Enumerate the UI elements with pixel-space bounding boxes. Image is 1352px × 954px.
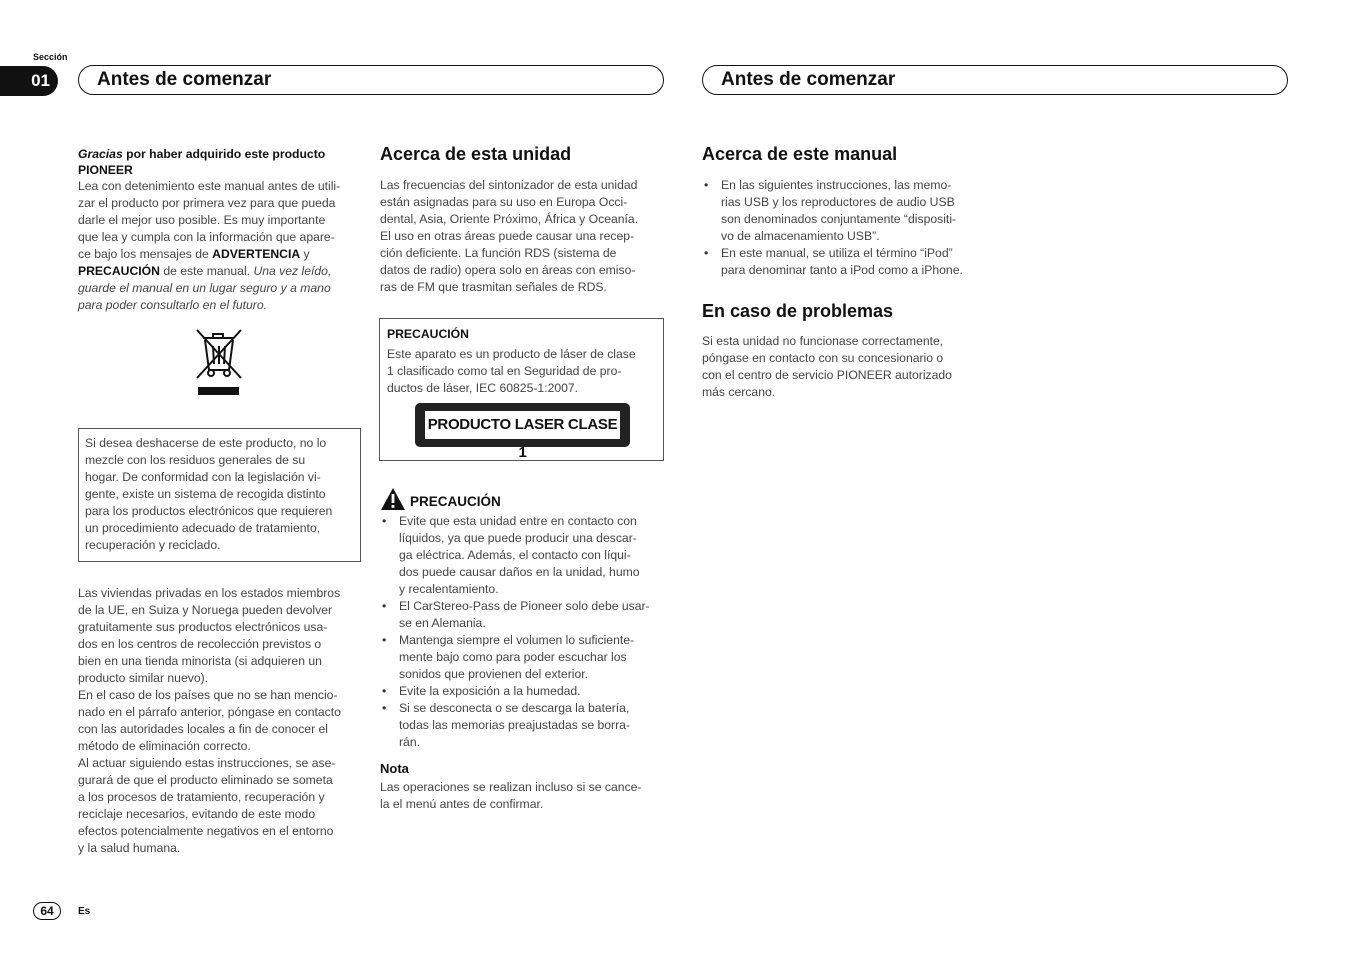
disposal-line: gente, existe un sistema de recogida distinto xyxy=(85,487,326,501)
nota-line: la el menú antes de confirmar. xyxy=(380,797,544,811)
intro-text: y xyxy=(300,247,310,261)
problems-section xyxy=(702,301,1002,401)
eu-line: nado en el párrafo anterior, póngase en contacto xyxy=(78,705,341,719)
laser-class-label-text: PRODUCTO LASER CLASE 1 xyxy=(425,411,620,439)
intro-line xyxy=(78,263,363,280)
manual-line: para denominar tanto a iPod como a iPhone. xyxy=(721,263,963,277)
problems-title: En caso de problemas xyxy=(702,301,894,321)
eu-line: de la UE, en Suiza y Noruega pueden devolver xyxy=(78,603,333,617)
eu-line: dos en los centros de recolección previstos o xyxy=(78,637,322,651)
nota-title: Nota xyxy=(380,761,409,776)
eu-line: producto similar nuevo). xyxy=(78,671,209,685)
unit-section xyxy=(380,144,670,296)
caution-line: • Si se desconecta o se descarga la batería, xyxy=(399,701,630,715)
manual-list xyxy=(702,177,1002,279)
laser-caution-title: PRECAUCIÓN xyxy=(387,327,469,341)
advertencia-word: ADVERTENCIA xyxy=(212,247,301,261)
caution-line: • Mantenga siempre el volumen lo suficiente- xyxy=(399,633,635,647)
caution-line: rán. xyxy=(399,735,421,749)
intro-line: que lea y cumpla con la información que apare- xyxy=(78,230,335,244)
intro-text: de este manual. xyxy=(159,264,254,278)
caution-list xyxy=(380,513,670,751)
header-right xyxy=(702,65,1288,95)
language-code: Es xyxy=(78,906,91,917)
eu-disposal-text xyxy=(78,585,368,857)
unit-line: Las frecuencias del sintonizador de esta unidad xyxy=(380,178,638,192)
intro-title xyxy=(78,146,363,162)
disposal-line: mezcle con los residuos generales de su xyxy=(85,453,306,467)
intro-line: zar el producto por primera vez para que pueda xyxy=(78,196,336,210)
section-number: 01 xyxy=(0,66,58,96)
intro-section xyxy=(78,146,363,314)
manual-line: • En las siguientes instrucciones, las memo- xyxy=(721,178,952,192)
intro-line xyxy=(78,246,363,263)
manual-line: vo de almacenamiento USB”. xyxy=(721,229,880,243)
crossed-out-wheelie-bin-icon xyxy=(193,326,245,396)
intro-text: ce bajo los mensajes de xyxy=(78,247,213,261)
caution-line: líquidos, ya que puede producir una descar- xyxy=(399,531,637,545)
caution-line: ga eléctrica. Además, el contacto con líqui- xyxy=(399,548,631,562)
caution-item xyxy=(380,513,670,598)
manual-line: • En este manual, se utiliza el término “iPod” xyxy=(721,246,953,260)
intro-title-italic: Gracias xyxy=(78,147,123,161)
manual-section xyxy=(702,144,1002,279)
eu-line: método de eliminación correcto. xyxy=(78,739,251,753)
caution-line: se en Alemania. xyxy=(399,616,486,630)
precaucion-word: PRECAUCIÓN xyxy=(78,264,160,278)
disposal-info-box xyxy=(78,428,361,562)
intro-line: Lea con detenimiento este manual antes de utili- xyxy=(78,179,341,193)
caution-item xyxy=(380,700,670,751)
caution-line: • El CarStereo-Pass de Pioneer solo debe usar- xyxy=(399,599,650,613)
eu-line: a los procesos de tratamiento, recuperación y xyxy=(78,790,325,804)
problems-line: póngase en contacto con su concesionario o xyxy=(702,351,944,365)
unit-line: ción deficiente. La función RDS (sistema de xyxy=(380,246,617,260)
disposal-line: Si desea deshacerse de este producto, no lo xyxy=(85,436,327,450)
disposal-line: para los productos electrónicos que requieren xyxy=(85,504,333,518)
disposal-line: un procedimiento adecuado de tratamiento, xyxy=(85,521,321,535)
caution-line: y recalentamiento. xyxy=(399,582,499,596)
caution-item xyxy=(380,598,670,632)
caution-item xyxy=(380,632,670,683)
eu-line: bien en una tienda minorista (si adquieren un xyxy=(78,654,322,668)
intro-line: darle el mejor uso posible. Es muy importante xyxy=(78,213,326,227)
caution-title: PRECAUCIÓN xyxy=(410,494,501,509)
page-number: 64 xyxy=(33,902,61,920)
unit-line: están asignadas para su uso en Europa Occi- xyxy=(380,195,628,209)
problems-line: más cercano. xyxy=(702,385,776,399)
caution-line: • Evite la exposición a la humedad. xyxy=(399,684,581,698)
section-label: Sección xyxy=(33,52,68,62)
problems-line: con el centro de servicio PIONEER autorizado xyxy=(702,368,952,382)
intro-brand: PIONEER xyxy=(78,163,133,177)
caution-list-container xyxy=(380,513,670,751)
eu-line: En el caso de los países que no se han mencio- xyxy=(78,688,338,702)
laser-line: Este aparato es un producto de láser de clase xyxy=(387,347,636,361)
laser-line: ductos de láser, IEC 60825-1:2007. xyxy=(387,381,579,395)
laser-class-label xyxy=(415,403,630,461)
unit-line: dental, Asia, Oriente Próximo, África y Oceanía. xyxy=(380,212,639,226)
intro-italic: Una vez leído, xyxy=(253,264,332,278)
unit-line: ras de FM que trasmitan señales de RDS. xyxy=(380,280,607,294)
manual-line: rias USB y los reproductores de audio USB xyxy=(721,195,955,209)
eu-line: Las viviendas privadas en los estados miembros xyxy=(78,586,341,600)
unit-line: El uso en otras áreas puede causar una recep- xyxy=(380,229,635,243)
disposal-line: hogar. De conformidad con la legislación vi- xyxy=(85,470,321,484)
nota-line: Las operaciones se realizan incluso si se cance- xyxy=(380,780,642,794)
header-left-title: Antes de comenzar xyxy=(97,69,272,90)
manual-item xyxy=(702,177,1002,245)
caution-line: • Evite que esta unidad entre en contacto con xyxy=(399,514,637,528)
intro-title-rest: por haber adquirido este producto xyxy=(122,147,326,161)
manual-line: son denominados conjuntamente “dispositi- xyxy=(721,212,957,226)
header-right-title: Antes de comenzar xyxy=(721,69,896,90)
manual-title: Acerca de este manual xyxy=(702,144,898,164)
eu-line: con las autoridades locales a fin de conocer el xyxy=(78,722,328,736)
eu-line: y la salud humana. xyxy=(78,841,181,855)
caution-line: dos puede causar daños en la unidad, humo xyxy=(399,565,640,579)
caution-line: todas las memorias preajustadas se borra- xyxy=(399,718,630,732)
eu-line: gurará de que el producto eliminado se someta xyxy=(78,773,333,787)
warning-triangle-icon xyxy=(380,487,404,511)
manual-item xyxy=(702,245,1002,279)
nota-section xyxy=(380,760,670,813)
intro-italic: para poder consultarlo en el futuro. xyxy=(78,298,268,312)
caution-line: mente bajo como para poder escuchar los xyxy=(399,650,627,664)
eu-line: Al actuar siguiendo estas instrucciones, se ase- xyxy=(78,756,336,770)
intro-italic-line xyxy=(78,297,363,314)
disposal-line: recuperación y reciclado. xyxy=(85,538,221,552)
unit-line: datos de radio) opera solo en áreas con emiso- xyxy=(380,263,636,277)
laser-line: 1 clasificado como tal en Seguridad de pro- xyxy=(387,364,622,378)
eu-line: reciclaje necesarios, evitando de este modo xyxy=(78,807,316,821)
intro-italic: guarde el manual en un lugar seguro y a mano xyxy=(78,281,331,295)
header-left xyxy=(78,65,664,95)
caution-item xyxy=(380,683,670,700)
eu-line: gratuitamente sus productos electrónicos usa- xyxy=(78,620,328,634)
problems-line: Si esta unidad no funcionase correctamente, xyxy=(702,334,944,348)
intro-italic-line xyxy=(78,280,363,297)
unit-title: Acerca de esta unidad xyxy=(380,144,572,164)
caution-line: sonidos que provienen del exterior. xyxy=(399,667,589,681)
eu-line: efectos potencialmente negativos en el entorno xyxy=(78,824,334,838)
